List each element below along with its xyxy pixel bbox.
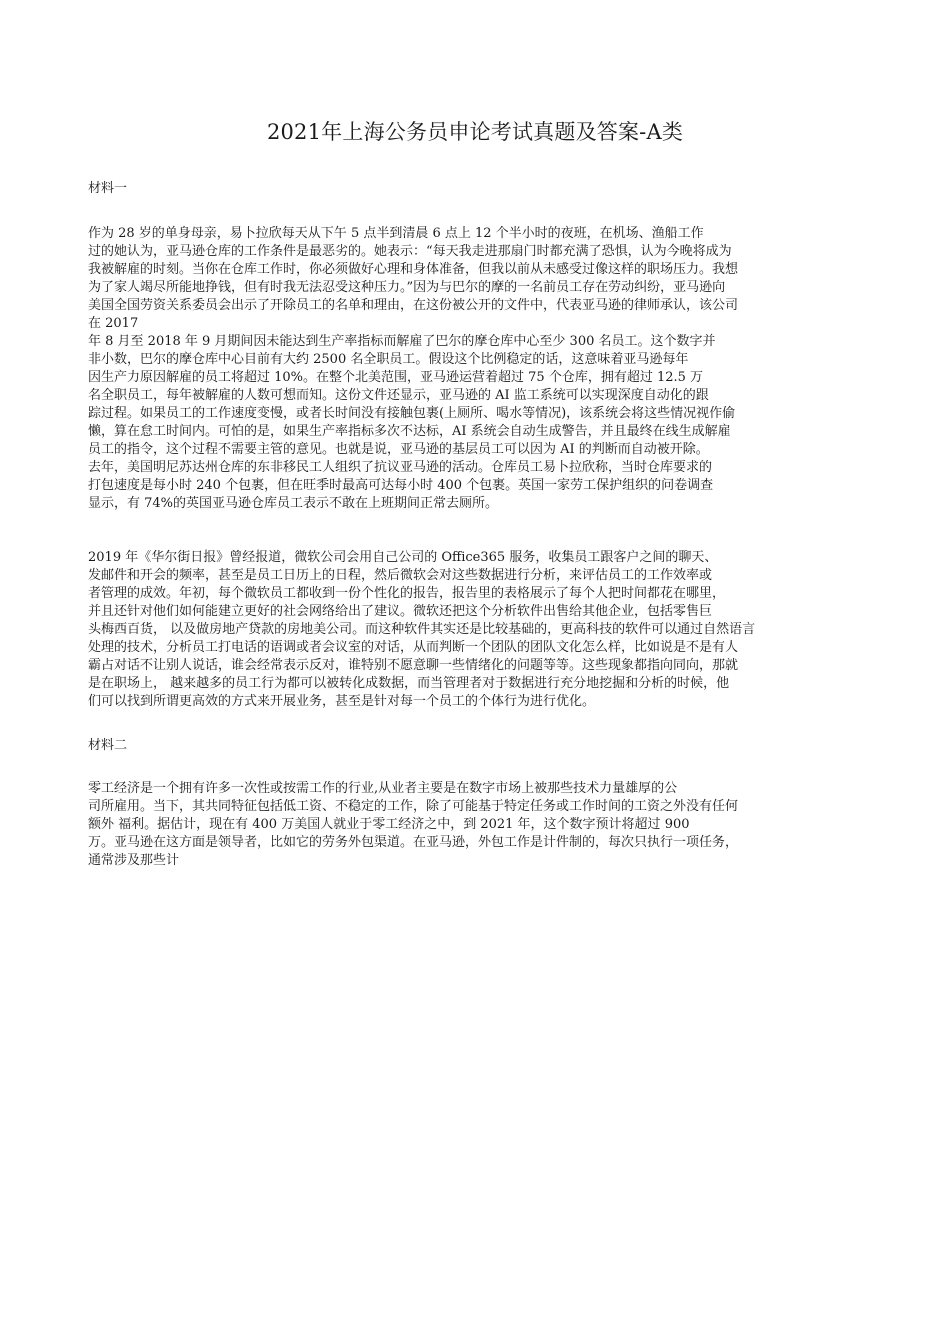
text-line: 显示，有 74%的英国亚马逊仓库员工表示不敢在上班期间正常去厕所。 (88, 496, 499, 511)
text-line: 美国全国劳资关系委员会出示了开除员工的名单和理由，在这份被公开的文件中，代表亚马逊的律师承认，该公司 (88, 298, 739, 313)
document-title: 2021年上海公务员申论考试真题及答案-A类 (266, 120, 684, 144)
text-line: 万。亚马逊在这方面是领导者，比如它的劳务外包渠道。在亚马逊，外包工作是计件制的，每次只执行一项任务， (88, 835, 739, 850)
text-line: 是在职场上， 越来越多的员工行为都可以被转化成数据，而当管理者对于数据进行充分地挖掘和分析的时候，他 (88, 676, 730, 691)
text-line: 司所雇用。当下，其共同特征包括低工资、不稳定的工作，除了可能基于特定任务或工作时间的工资之外没有任何 (88, 799, 739, 814)
text-line: 去年，美国明尼苏达州仓库的东非移民工人组织了抗议亚马逊的活动。仓库员工易卜拉欣称，当时仓库要求的 (88, 460, 713, 475)
text-line: 为了家人竭尽所能地挣钱，但有时我无法忍受这种压力。”因为与巴尔的摩的一名前员工存在劳动纠纷，亚马逊向 (88, 280, 726, 295)
text-line: 名全职员工，每年被解雇的人数可想而知。这份文件还显示，亚马逊的 AI 监工系统可以实现深度自动化的跟 (88, 388, 709, 403)
text-line: 我被解雇的时刻。当你在仓库工作时，你必须做好心理和身体准备，但我以前从未感受过像这样的职场压力。我想 (88, 262, 739, 277)
material1-paragraph-1 (88, 225, 868, 513)
text-line: 发邮件和开会的频率，甚至是员工日历上的日程，然后微软会对这些数据进行分析，来评估员工的工作效率或 (88, 568, 713, 583)
material1-label: 材料一 (88, 181, 128, 196)
text-line: 作为 28 岁的单身母亲，易卜拉欣每天从下午 5 点半到清晨 6 点上 12 个半小时的夜班，在机场、渔船工作 (88, 226, 704, 241)
text-line: 头梅西百货， 以及做房地产贷款的房地美公司。而这种软件其实还是比较基础的，更高科技的软件可以通过自然语言 (88, 622, 756, 637)
material2-paragraph-1 (88, 780, 868, 870)
text-line: 过的她认为，亚马逊仓库的工作条件是最恶劣的。她表示：“每天我走进那扇门时都充满了恐惧，认为今晚将成为 (88, 244, 732, 259)
text-line: 员工的指令，这个过程不需要主管的意见。也就是说，亚马逊的基层员工可以因为 AI 的判断而自动被开除。 (88, 442, 709, 457)
text-line: 踪过程。如果员工的工作速度变慢，或者长时间没有接触包裹(上厕所、喝水等情况)，该系统会将这些情况视作偷 (88, 406, 736, 421)
text-line: 通常涉及那些计 (88, 853, 180, 868)
text-line: 零工经济是一个拥有许多一次性或按需工作的行业,从业者主要是在数字市场上被那些技术力量雄厚的公 (88, 781, 678, 796)
text-line: 们可以找到所谓更高效的方式来开展业务，甚至是针对每一个员工的个体行为进行优化。 (88, 694, 596, 709)
text-line: 处理的技术，分析员工打电话的语调或者会议室的对话，从而判断一个团队的团队文化怎么样，比如说是不是有人 (88, 640, 739, 655)
material1-paragraph-2 (88, 549, 868, 711)
text-line: 年 8 月至 2018 年 9 月期间因未能达到生产率指标而解雇了巴尔的摩仓库中心至少 300 名员工。这个数字并 (88, 334, 716, 349)
text-line: 者管理的成效。年初，每个微软员工都收到一份个性化的报告，报告里的表格展示了每个人把时间都花在哪里， (88, 586, 726, 601)
text-line: 因生产力原因解雇的员工将超过 10%。在整个北美范围，亚马逊运营着超过 75 个仓库，拥有超过 12.5 万 (88, 370, 704, 385)
text-line: 额外 福利。据估计，现在有 400 万美国人就业于零工经济之中，到 2021 年，这个数字预计将超过 900 (88, 817, 690, 832)
text-line: 并且还针对他们如何能建立更好的社会网络给出了建议。微软还把这个分析软件出售给其他企业，包括零售巨 (88, 604, 713, 619)
material2-label: 材料二 (88, 738, 128, 753)
text-line: 霸占对话不让别人说话，谁会经常表示反对，谁特别不愿意聊一些情绪化的问题等等。这些现象都指向同向，那就 (88, 658, 739, 673)
text-line: 打包速度是每小时 240 个包裹，但在旺季时最高可达每小时 400 个包裹。英国一家劳工保护组织的问卷调查 (88, 478, 714, 493)
text-line: 在 2017 (88, 316, 139, 331)
text-line: 非小数，巴尔的摩仓库中心目前有大约 2500 名全职员工。假设这个比例稳定的话，这意味着亚马逊每年 (88, 352, 689, 367)
text-line: 2019 年《华尔街日报》曾经报道，微软公司会用自己公司的 Office365 服务，收集员工跟客户之间的聊天、 (88, 550, 718, 565)
text-line: 懒，算在怠工时间内。可怕的是，如果生产率指标多次不达标，AI 系统会自动生成警告，并且最终在线生成解雇 (88, 424, 731, 439)
